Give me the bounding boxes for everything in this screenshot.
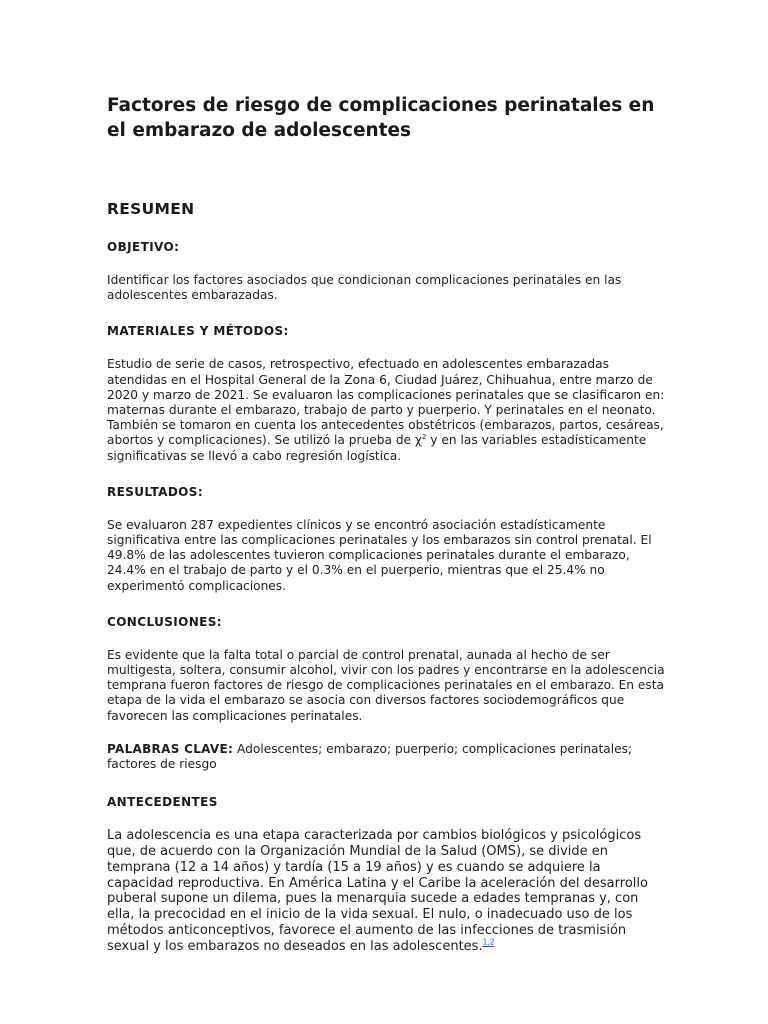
resumen-heading: RESUMEN (107, 200, 195, 218)
antecedentes-label: ANTECEDENTES (107, 795, 218, 810)
conclusiones-text: Es evidente que la falta total o parcial de control prenatal, aunada al hecho de ser multigesta, soltera, consumir alcohol, vivir con los padres y encontrarse en la adolescencia temprana fueron factores de riesgo de complicaciones perinatales en el embarazo. En esta etapa de la vida el embarazo se asocia con diversos factores sociodemográficos que favorecen las complicaciones perinatales. (107, 647, 665, 723)
materiales-text-after: y en las variables estadísticamente significativas se llevó a cabo regresión logística. (107, 433, 647, 463)
conclusiones-section (107, 614, 668, 724)
chi-square-superscript: 2 (421, 433, 427, 442)
objetivo-label: OBJETIVO: (107, 240, 180, 254)
article-title: Factores de riesgo de complicaciones perinatales en el embarazo de adolescentes (107, 95, 655, 141)
antecedentes-body: La adolescencia es una etapa caracterizada por cambios biológicos y psicológicos que, de acuerdo con la Organización Mundial de la Salud (OMS), se divide en temprana (12 a 14 años) y tardía (15 a 19 años) y es cuando se adquiere la capacidad reproductiva. En América Latina y el Caribe la aceleración del desarrollo puberal supone un dilema, pues la menarquia sucede a edades tempranas y, con ella, la precocidad en el inicio de la vida sexual. El nulo, o inadecuado uso de los métodos anticonceptivos, favorece el aumento de las infecciones de trasmisión sexual y los embarazos no deseados en las adolescentes. (107, 828, 648, 954)
palabras-clave-text: Adolescentes; embarazo; puerperio; complicaciones perinatales; factores de riesgo (107, 741, 633, 772)
objetivo-section (107, 239, 668, 303)
reference-link[interactable]: 1,2 (482, 937, 495, 947)
objetivo-text: Identificar los factores asociados que condicionan complicaciones perinatales en las adolescentes embarazadas. (107, 273, 622, 303)
antecedentes-text (107, 828, 668, 954)
antecedentes-section (107, 794, 668, 954)
materiales-text (107, 357, 668, 463)
resultados-text: Se evaluaron 287 expedientes clínicos y se encontró asociación estadísticamente significativa entre las complicaciones perinatales y los embarazos sin control prenatal. El 49.8% de las adolescentes tuvieron complicaciones perinatales durante el embarazo, 24.4% en el trabajo de parto y el 0.3% en el puerperio, mientras que el 25.4% no experimentó complicaciones. (107, 517, 652, 593)
materiales-section (107, 323, 668, 463)
resultados-section (107, 484, 668, 594)
palabras-clave (107, 742, 668, 772)
materiales-label: MATERIALES Y MÉTODOS: (107, 324, 289, 339)
resultados-label: RESULTADOS: (107, 484, 204, 499)
materiales-text-before: Estudio de serie de casos, retrospectivo, efectuado en adolescentes embarazadas atendidas en el Hospital General de la Zona 6, Ciudad Juárez, Chihuahua, entre marzo de 2020 y marzo de 2021. Se evaluaron las complicaciones perinatales que se clasificaron en: maternas durante el embarazo, trabajo de parto y puerperio. Y perinatales en el neonato. También se tomaron en cuenta los antecedentes obstétricos (embarazos, partos, cesáreas, abortos y complicaciones). Se utilizó la prueba de χ (107, 357, 665, 448)
palabras-clave-label: PALABRAS CLAVE: (107, 741, 234, 756)
conclusiones-label: CONCLUSIONES: (107, 614, 223, 629)
